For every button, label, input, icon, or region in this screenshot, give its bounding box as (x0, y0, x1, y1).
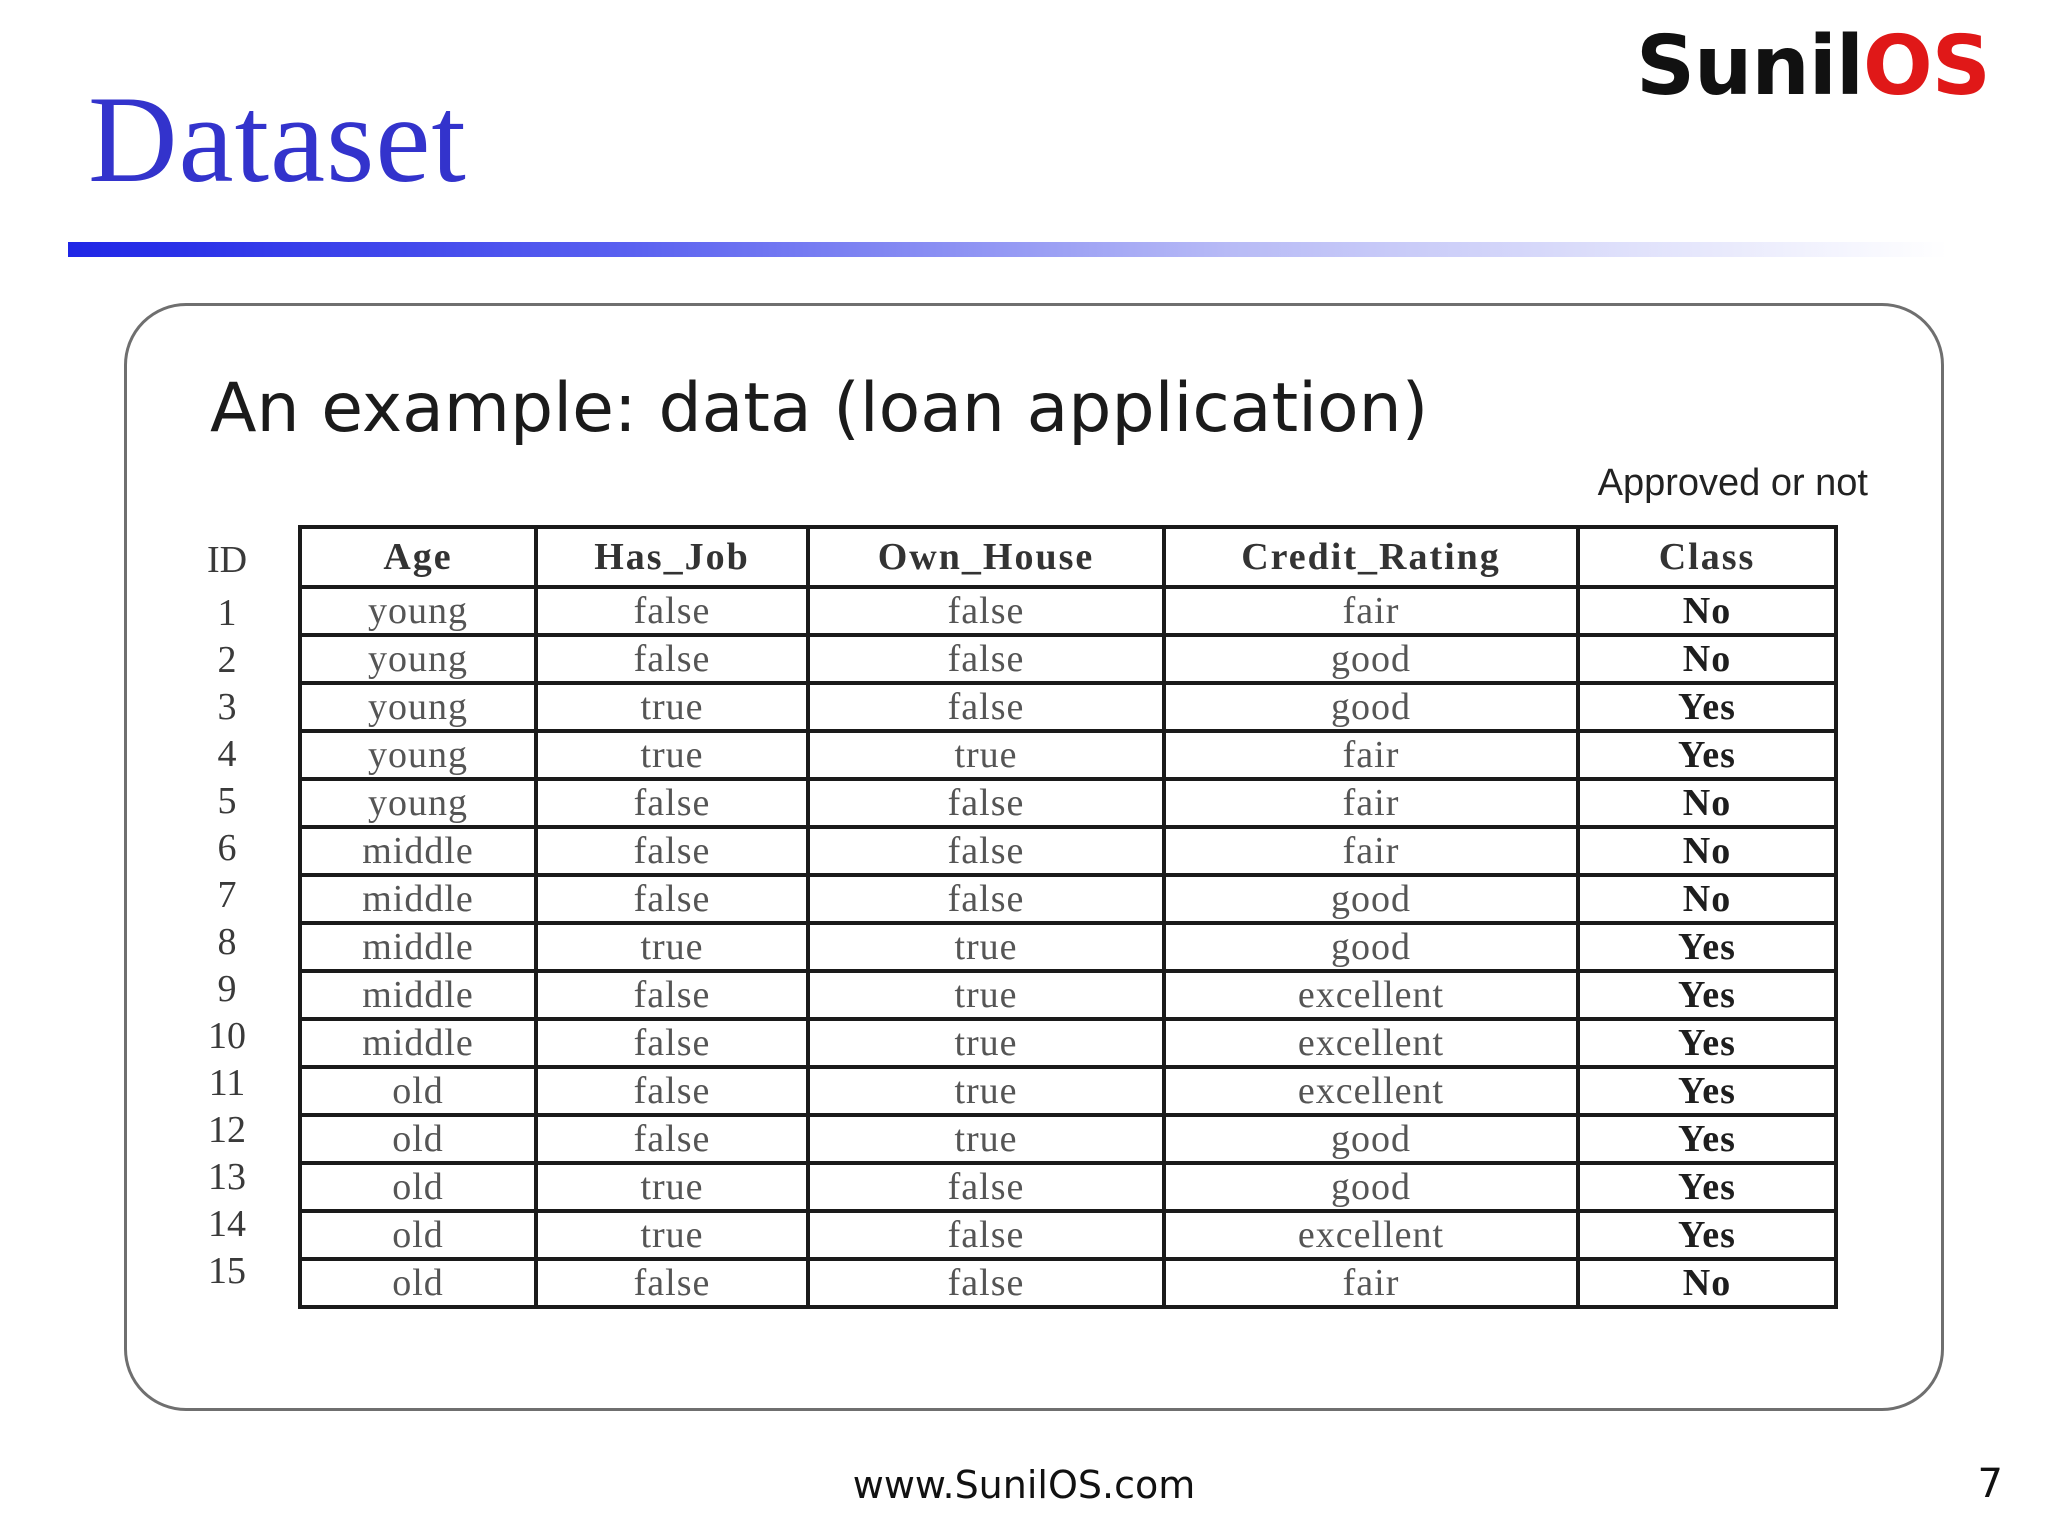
table-row (300, 587, 1836, 635)
table-row (300, 1211, 1836, 1259)
cell-class: Yes (1578, 1115, 1836, 1163)
cell-has-job: false (536, 1259, 808, 1307)
cell-age: young (300, 683, 536, 731)
cell-age: middle (300, 827, 536, 875)
row-id: 5 (217, 780, 237, 822)
cell-own-house: false (808, 827, 1164, 875)
table-row (300, 923, 1836, 971)
cell-age: young (300, 779, 536, 827)
table-row (300, 827, 1836, 875)
row-id: 11 (208, 1062, 246, 1104)
column-header-credit-rating: Credit_Rating (1164, 527, 1578, 587)
table-row (300, 1019, 1836, 1067)
figure-caption: An example: data (loan application) (210, 369, 1429, 448)
table-row (300, 683, 1836, 731)
row-id: 13 (208, 1156, 246, 1198)
cell-own-house: true (808, 923, 1164, 971)
table-row (300, 1259, 1836, 1307)
cell-credit-rating: good (1164, 635, 1578, 683)
cell-class: Yes (1578, 923, 1836, 971)
row-id: 4 (217, 733, 237, 775)
row-id: 9 (217, 968, 237, 1010)
row-id: 1 (217, 592, 237, 634)
cell-has-job: false (536, 779, 808, 827)
row-id: 15 (208, 1250, 246, 1292)
cell-credit-rating: fair (1164, 731, 1578, 779)
cell-has-job: false (536, 1115, 808, 1163)
cell-class: Yes (1578, 1067, 1836, 1115)
cell-own-house: true (808, 1067, 1164, 1115)
cell-class: Yes (1578, 1211, 1836, 1259)
table-row (300, 1067, 1836, 1115)
row-id: 6 (217, 827, 237, 869)
row-id: 3 (217, 686, 237, 728)
class-annotation: Approved or not (1597, 462, 1868, 504)
column-header-has-job: Has_Job (536, 527, 808, 587)
cell-credit-rating: fair (1164, 827, 1578, 875)
table-row (300, 779, 1836, 827)
table-row (300, 1115, 1836, 1163)
cell-has-job: true (536, 923, 808, 971)
footer-url: www.SunilOS.com (852, 1463, 1196, 1507)
cell-age: old (300, 1259, 536, 1307)
cell-class: Yes (1578, 1163, 1836, 1211)
cell-credit-rating: good (1164, 875, 1578, 923)
row-id: 14 (208, 1203, 246, 1245)
cell-own-house: false (808, 875, 1164, 923)
cell-has-job: false (536, 1019, 808, 1067)
cell-age: old (300, 1115, 536, 1163)
cell-own-house: false (808, 1163, 1164, 1211)
cell-own-house: false (808, 635, 1164, 683)
cell-class: No (1578, 779, 1836, 827)
cell-own-house: false (808, 1211, 1164, 1259)
cell-credit-rating: good (1164, 1115, 1578, 1163)
id-column (192, 530, 262, 1295)
table-row (300, 731, 1836, 779)
cell-has-job: false (536, 827, 808, 875)
cell-has-job: false (536, 875, 808, 923)
row-id: 2 (217, 639, 237, 681)
cell-credit-rating: excellent (1164, 1019, 1578, 1067)
cell-credit-rating: fair (1164, 1259, 1578, 1307)
cell-credit-rating: good (1164, 1163, 1578, 1211)
cell-credit-rating: good (1164, 923, 1578, 971)
table-row (300, 635, 1836, 683)
cell-age: old (300, 1067, 536, 1115)
cell-age: young (300, 587, 536, 635)
cell-class: No (1578, 1259, 1836, 1307)
cell-credit-rating: good (1164, 683, 1578, 731)
cell-has-job: false (536, 635, 808, 683)
logo-text-os: OS (1863, 19, 1990, 114)
cell-age: young (300, 635, 536, 683)
column-header-class: Class (1578, 527, 1836, 587)
cell-age: old (300, 1211, 536, 1259)
id-header: ID (206, 539, 248, 581)
page-number: 7 (1977, 1461, 2003, 1507)
table-header-row (300, 527, 1836, 587)
cell-own-house: false (808, 779, 1164, 827)
table-row (300, 971, 1836, 1019)
cell-class: Yes (1578, 1019, 1836, 1067)
cell-age: middle (300, 923, 536, 971)
sunilos-logo (1636, 19, 1990, 114)
cell-own-house: false (808, 587, 1164, 635)
cell-credit-rating: excellent (1164, 1067, 1578, 1115)
cell-own-house: true (808, 971, 1164, 1019)
cell-class: No (1578, 875, 1836, 923)
logo-text-sunil: Sunil (1636, 19, 1864, 114)
column-header-age: Age (300, 527, 536, 587)
row-id: 8 (217, 921, 237, 963)
slide-title: Dataset (88, 71, 467, 208)
cell-credit-rating: fair (1164, 779, 1578, 827)
cell-own-house: true (808, 1019, 1164, 1067)
cell-age: old (300, 1163, 536, 1211)
cell-own-house: false (808, 683, 1164, 731)
table-row (300, 1163, 1836, 1211)
cell-has-job: true (536, 731, 808, 779)
cell-class: No (1578, 635, 1836, 683)
table-row (300, 875, 1836, 923)
cell-age: young (300, 731, 536, 779)
cell-class: No (1578, 827, 1836, 875)
cell-credit-rating: fair (1164, 587, 1578, 635)
cell-class: Yes (1578, 731, 1836, 779)
cell-class: Yes (1578, 971, 1836, 1019)
row-id: 12 (208, 1109, 246, 1151)
row-id: 10 (208, 1015, 246, 1057)
cell-has-job: false (536, 587, 808, 635)
cell-has-job: false (536, 971, 808, 1019)
cell-class: No (1578, 587, 1836, 635)
cell-age: middle (300, 1019, 536, 1067)
cell-age: middle (300, 875, 536, 923)
cell-has-job: true (536, 1163, 808, 1211)
column-header-own-house: Own_House (808, 527, 1164, 587)
cell-own-house: true (808, 1115, 1164, 1163)
loan-data-table (298, 525, 1838, 1309)
cell-credit-rating: excellent (1164, 1211, 1578, 1259)
cell-has-job: true (536, 683, 808, 731)
cell-credit-rating: excellent (1164, 971, 1578, 1019)
cell-own-house: true (808, 731, 1164, 779)
title-underline-rule (68, 242, 1948, 257)
cell-has-job: true (536, 1211, 808, 1259)
cell-has-job: false (536, 1067, 808, 1115)
cell-class: Yes (1578, 683, 1836, 731)
cell-age: middle (300, 971, 536, 1019)
row-id: 7 (217, 874, 237, 916)
cell-own-house: false (808, 1259, 1164, 1307)
